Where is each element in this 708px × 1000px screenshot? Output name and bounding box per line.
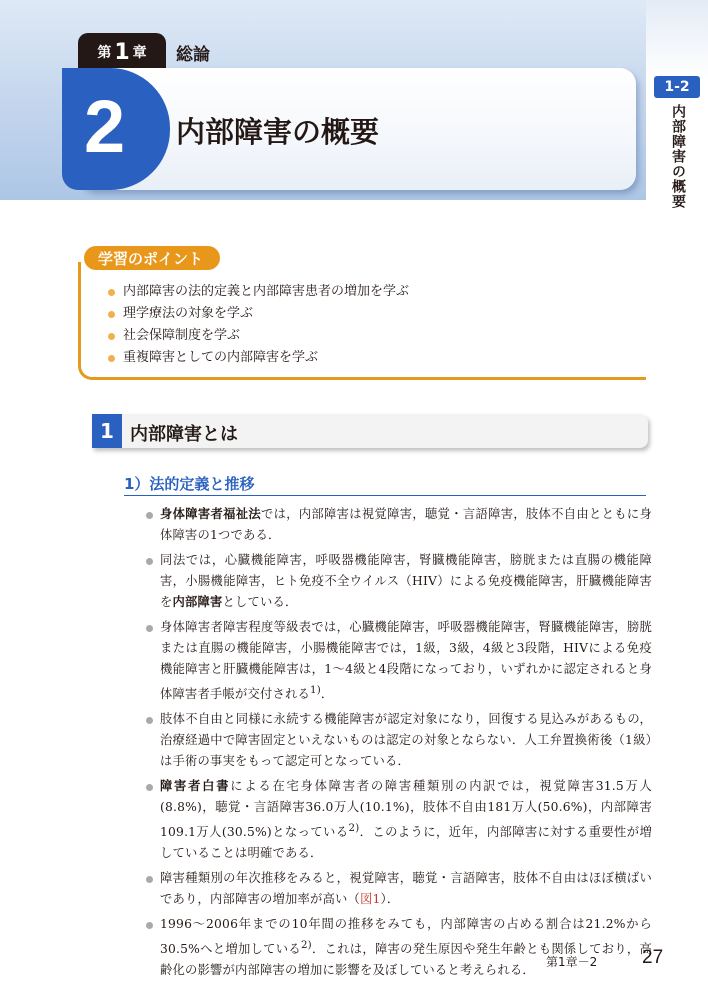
side-tab-title: 内部障害の概要 bbox=[670, 104, 686, 209]
bullet-dot-icon bbox=[108, 289, 115, 296]
list-item: 内部障害の法的定義と内部障害患者の増加を学ぶ bbox=[108, 281, 409, 303]
bullet-dot-icon bbox=[146, 784, 153, 791]
bullet-dot-icon bbox=[108, 311, 115, 318]
bullet-dot-icon bbox=[146, 512, 153, 519]
page-title: 内部障害の概要 bbox=[176, 115, 380, 149]
citation-sup: 2) bbox=[348, 822, 360, 835]
bullet-dot-icon bbox=[146, 625, 153, 632]
footer-chapter-label: 第1章－2 bbox=[546, 955, 598, 969]
list-item: 重複障害としての内部障害を学ぶ bbox=[108, 347, 409, 369]
section-heading-number: 1 bbox=[92, 414, 122, 448]
body-paragraph: 肢体不自由と同様に永続する機能障害が認定対象になり，回復する見込みがあるもの，治療経過中で障害固定といえないものは認定の対象とならない．人工弁置換術後（1級）は手術の事実をもって認定可となっている． bbox=[146, 709, 652, 772]
body-paragraph: 身体障害者福祉法では，内部障害は視覚障害，聴覚・言語障害，肢体不自由とともに身体障害の1つである． bbox=[146, 504, 652, 546]
body-paragraph: 障害種類別の年次推移をみると，視覚障害，聴覚・言語障害，肢体不自由はほぼ横ばいであり，内部障害の増加率が高い（図1）． bbox=[146, 868, 652, 910]
body-paragraph: 同法では，心臓機能障害，呼吸器機能障害，腎臓機能障害，膀胱または直腸の機能障害，小腸機能障害，ヒト免疫不全ウイルス（HIV）による免疫機能障害，肝臓機能障害を内部障害としている． bbox=[146, 550, 652, 613]
citation-sup: 2) bbox=[300, 939, 312, 952]
chapter-tab bbox=[78, 33, 166, 71]
bullet-dot-icon bbox=[108, 333, 115, 340]
list-item: 理学療法の対象を学ぶ bbox=[108, 303, 409, 325]
list-item: 社会保障制度を学ぶ bbox=[108, 325, 409, 347]
citation-sup: 1) bbox=[309, 684, 321, 696]
bullet-dot-icon bbox=[146, 558, 153, 565]
chapter-prefix: 第 bbox=[97, 45, 112, 61]
section-heading-title: 内部障害とは bbox=[130, 424, 238, 445]
body-paragraph-list bbox=[146, 504, 652, 985]
bullet-dot-icon bbox=[146, 717, 153, 724]
body-paragraph: 身体障害者障害程度等級表では，心臓機能障害，呼吸器機能障害，腎臓機能障害，膀胱または直腸の機能障害，小腸機能障害では，1級，3級，4級と3段階，HIVによる免疫機能障害と肝臓機能障害は，1～4級と4段階になっており，いずれかに認定されると身体障害者手帳が交付される$^{1)}$． bbox=[146, 617, 652, 705]
page-number: 27 bbox=[642, 947, 664, 968]
side-tab-top bbox=[646, 0, 708, 78]
subsection-title: 1）法的定義と推移 bbox=[124, 475, 255, 493]
subsection-rule bbox=[124, 495, 646, 496]
learning-points-label: 学習のポイント bbox=[84, 246, 220, 270]
body-paragraph: 1996～2006年までの10年間の推移をみても，内部障害の占める割合は21.2%から30.5%へと増加している$^{2)}$．これは，障害の発生原因や発生年齢とも関係しており，高齢化の影響が内部障害の増加に影響を及ぼしていると考えられる． bbox=[146, 914, 652, 981]
chapter-number: 1 bbox=[114, 39, 130, 65]
chapter-name: 総論 bbox=[176, 45, 210, 65]
bullet-dot-icon bbox=[146, 922, 153, 929]
learning-points-list bbox=[108, 281, 409, 369]
figure-reference-link[interactable]: 図1 bbox=[359, 892, 381, 907]
bullet-dot-icon bbox=[108, 355, 115, 362]
body-paragraph: 障害者白書による在宅身体障害者の障害種類別の内訳では，視覚障害31.5万人(8.8%)，聴覚・言語障害36.0万人(10.1%)，肢体不自由181万人(50.6%)，内部障害109.1万人(30.5%)となっている$^{2)}$．このように，近年，内部障害に対する重要性が増していることは明確である． bbox=[146, 776, 652, 864]
side-tab-code: 1-2 bbox=[654, 76, 700, 98]
section-number: 2 bbox=[84, 85, 126, 168]
bullet-dot-icon bbox=[146, 876, 153, 883]
chapter-suffix: 章 bbox=[132, 45, 147, 61]
